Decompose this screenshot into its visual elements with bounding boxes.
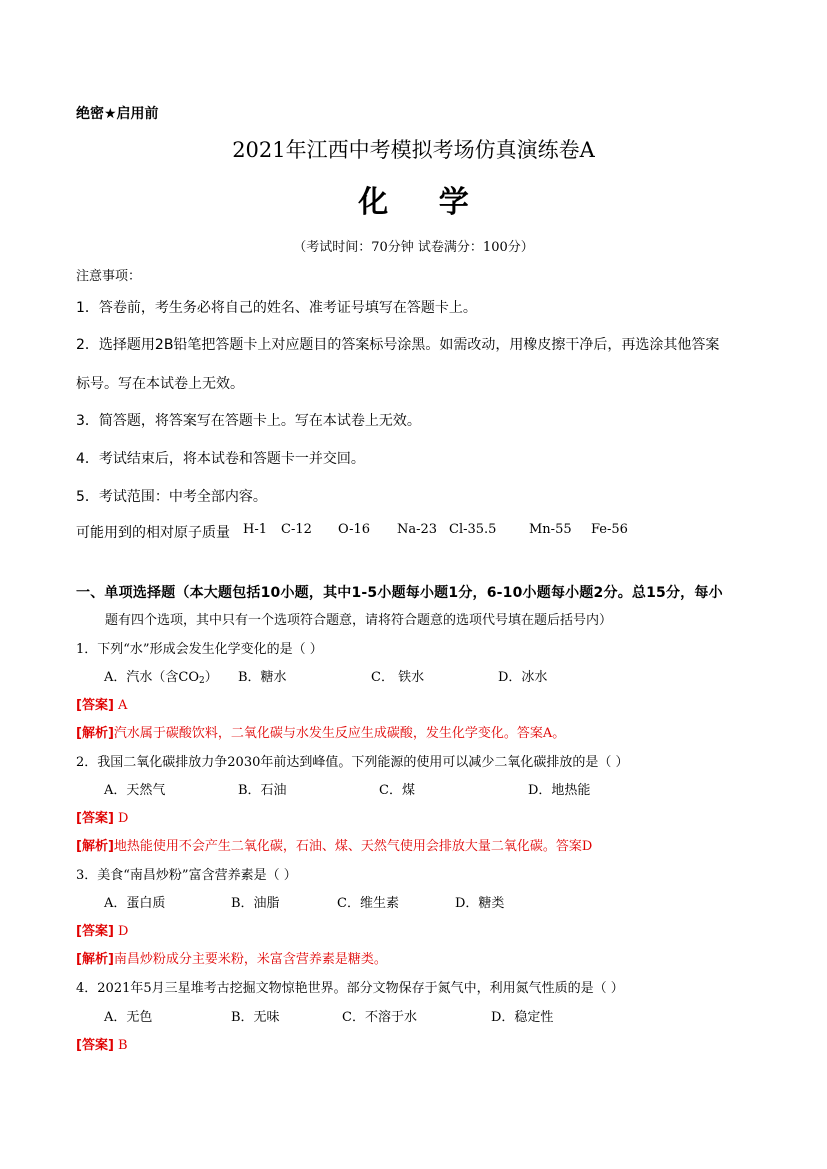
note-item: 1．答卷前，考生务必将自己的姓名、准考证号填写在答题卡上。: [76, 300, 477, 316]
answer-label: [答案]: [76, 698, 114, 713]
note-item: 5．考试范围：中考全部内容。: [76, 489, 267, 505]
option-d: D．稳定性: [491, 1010, 554, 1025]
answer-label: [答案]: [76, 924, 114, 939]
option-d: D．糖类: [455, 896, 505, 911]
answer-value: B: [118, 1038, 128, 1053]
option-b: B．油脂: [231, 896, 280, 911]
option-c: C．维生素: [337, 896, 399, 911]
atomic-mass: O-16: [338, 522, 371, 537]
answer-line: [76, 807, 128, 826]
note-item: 3．简答题，将答案写在答题卡上。写在本试卷上无效。: [76, 413, 421, 429]
analysis-line: [76, 722, 565, 741]
note-item: 4．考试结束后，将本试卷和答题卡一并交回。: [76, 451, 365, 467]
option-d: D．冰水: [498, 670, 548, 685]
option-b: B．糖水: [238, 670, 287, 685]
answer-line: [76, 694, 127, 713]
question-stem: 1．下列“水”形成会发生化学变化的是（ ）: [76, 642, 323, 657]
atomic-mass: Mn-55: [529, 522, 572, 537]
analysis-label: [解析]: [76, 839, 114, 854]
subject-title: 化 学: [358, 185, 469, 220]
option-c: C．煤: [379, 783, 415, 798]
question-stem: 3．美食“南昌炒粉”富含营养素是（ ）: [76, 868, 297, 883]
analysis-text: 地热能使用不会产生二氧化碳，石油、煤、天然气使用会排放大量二氧化碳。答案D: [113, 839, 593, 854]
section-heading: [76, 582, 723, 602]
option-b: B．无味: [231, 1010, 280, 1025]
option-a: [104, 666, 218, 685]
option-a-close: ）: [204, 670, 218, 685]
analysis-line: [76, 948, 387, 967]
confidential-mark: 绝密★启用前: [76, 106, 159, 122]
option-a: A．蛋白质: [104, 896, 166, 911]
question-stem: 2．我国二氧化碳排放力争2030年前达到峰值。下列能源的使用可以减少二氧化碳排放的是（ ）: [76, 755, 629, 770]
answer-value: A: [118, 698, 128, 713]
answer-line: [76, 920, 128, 939]
exam-info: （考试时间：70分钟 试卷满分：100分）: [293, 240, 534, 255]
note-item: 2．选择题用2B铅笔把答题卡上对应题目的答案标号涂黑。如需改动，用橡皮擦干净后，再选涂其他答案: [76, 337, 720, 353]
answer-line: [76, 1034, 128, 1053]
notes-heading: 注意事项：: [76, 269, 142, 284]
option-a-subscript: 2: [199, 676, 205, 686]
section-heading-line2: 题有四个选项，其中只有一个选项符合题意，请将符合题意的选项代号填在题后括号内）: [105, 613, 613, 628]
option-a: A．无色: [104, 1010, 153, 1025]
section-heading-line1: 一、单项选择题（本大题包括10小题，其中1-5小题每小题1分，6-10小题每小题2分。总15分，每小: [76, 585, 723, 601]
option-b: B．石油: [238, 783, 287, 798]
analysis-text: 南昌炒粉成分主要米粉，米富含营养素是糖类。: [113, 952, 387, 967]
option-d: D．地热能: [528, 783, 591, 798]
option-a-text: A．汽水（含CO: [104, 670, 199, 685]
atomic-mass: Cl-35.5: [449, 522, 497, 537]
analysis-label: [解析]: [76, 726, 114, 741]
option-c: C． 铁水: [371, 670, 425, 685]
analysis-label: [解析]: [76, 952, 114, 967]
exam-title: 2021年江西中考模拟考场仿真演练卷A: [232, 138, 595, 162]
atomic-mass: C-12: [281, 522, 312, 537]
answer-value: D: [118, 924, 129, 939]
question-stem: 4．2021年5月三星堆考古挖掘文物惊艳世界。部分文物保存于氮气中，利用氮气性质的是（ ）: [76, 981, 624, 996]
analysis-text: 汽水属于碳酸饮料，二氧化碳与水发生反应生成碳酸，发生化学变化。答案A。: [113, 726, 566, 741]
atomic-mass: Fe-56: [591, 522, 628, 537]
atomic-mass: H-1: [243, 522, 268, 537]
answer-label: [答案]: [76, 811, 114, 826]
answer-value: D: [118, 811, 129, 826]
analysis-line: [76, 835, 592, 854]
answer-label: [答案]: [76, 1038, 114, 1053]
atomic-mass: Na-23: [397, 522, 438, 537]
option-c: C．不溶于水: [342, 1010, 417, 1025]
atomic-mass-label: 可能用到的相对原子质量: [76, 525, 230, 541]
note-item: 标号。写在本试卷上无效。: [76, 376, 244, 392]
option-a: A．天然气: [104, 783, 166, 798]
